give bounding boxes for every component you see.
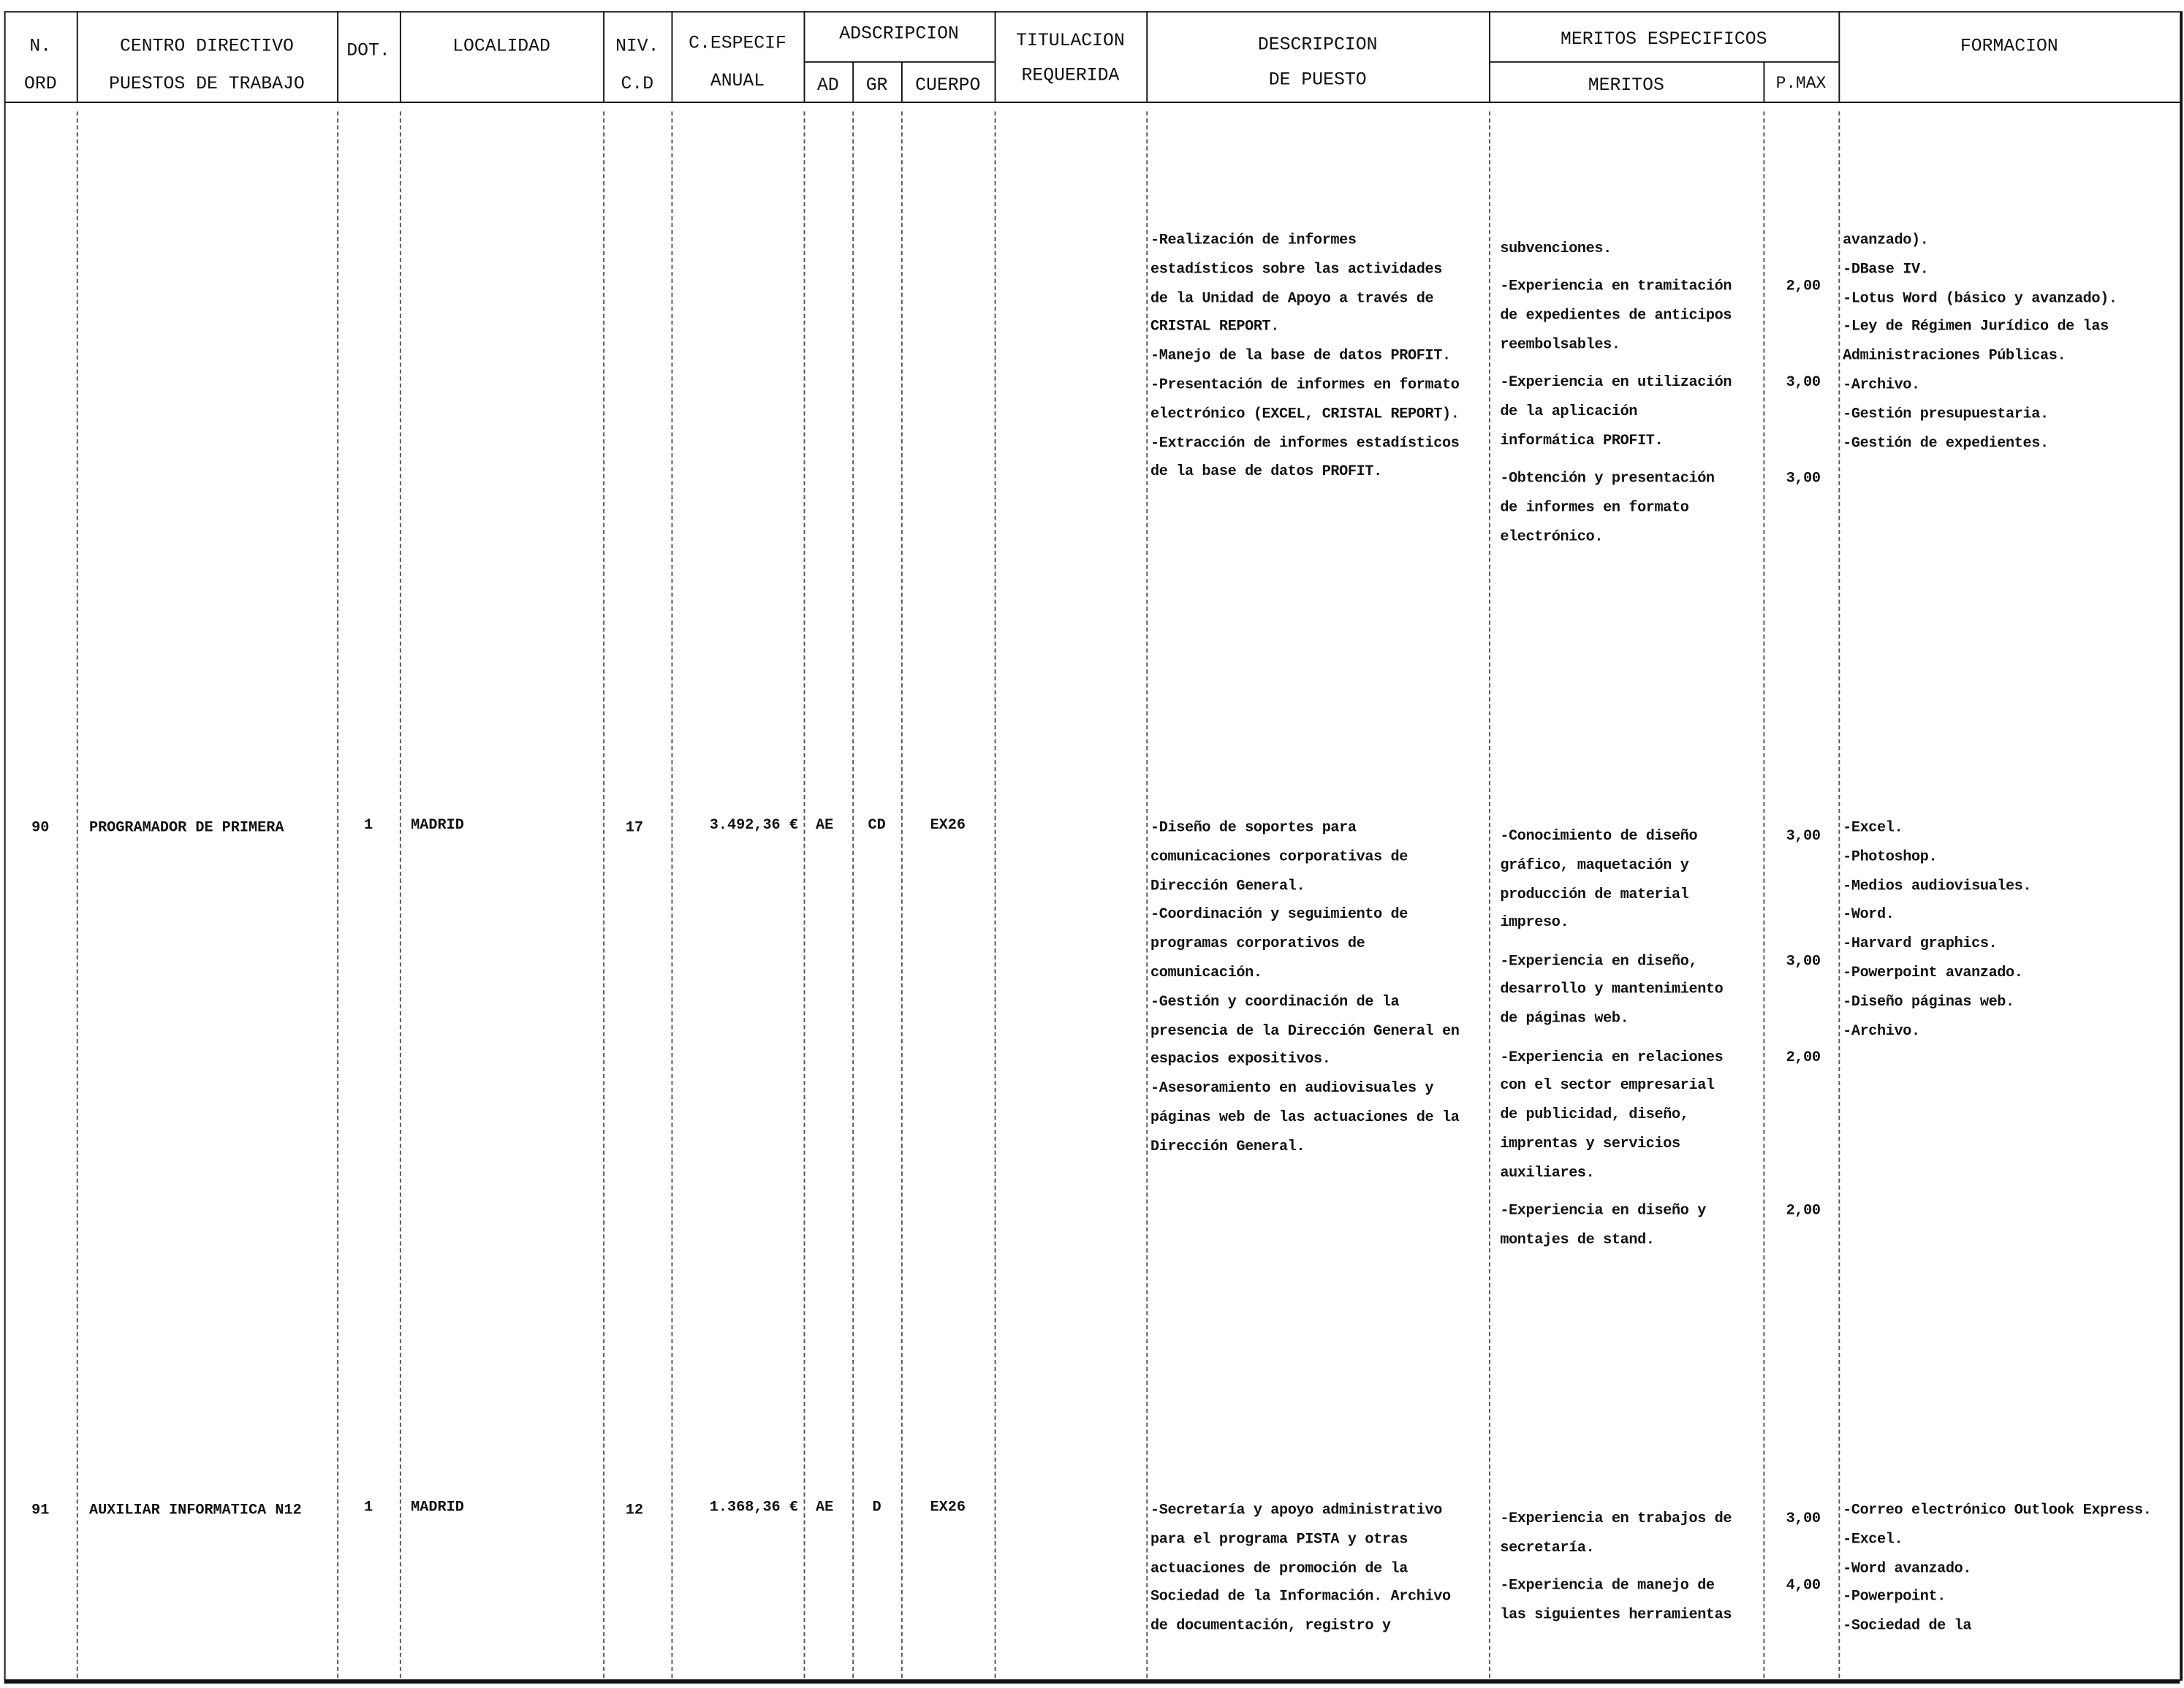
- merito-puntos: [1737, 235, 1820, 265]
- complemento-especifico: 1.368,36 €: [709, 1499, 798, 1517]
- column-border: [400, 111, 401, 1678]
- meritos-list: [1500, 1505, 1834, 1639]
- descripcion-item: -Realización de informes estadísticos sobre las actividades de la Unidad de Apoyo a través de CRISTAL REPORT.: [1150, 232, 1442, 336]
- merito-item: [1500, 948, 1834, 1035]
- header-meritos: MERITOS: [1588, 74, 1664, 96]
- n-ord: 90: [31, 820, 50, 837]
- formacion-list: [1843, 1497, 2177, 1642]
- merito-item: [1500, 1043, 1834, 1188]
- formacion-item: -Archivo.: [1843, 377, 1920, 395]
- merito-item: [1500, 273, 1834, 360]
- merito-item: [1500, 369, 1834, 456]
- formacion-item: avanzado).: [1843, 232, 1929, 250]
- column-border: [1489, 111, 1490, 1678]
- column-border: [4, 11, 6, 1681]
- descripcion-item: -Secretaría y apoyo administrativo para el programa PISTA y otras actuaciones de promoción de la Sociedad de la Información. Archivo de documentación, registro y: [1150, 1502, 1451, 1635]
- meritos-list: [1500, 235, 1834, 561]
- formacion-item: -Archivo.: [1843, 1022, 1920, 1040]
- descripcion-item: -Coordinación y seguimiento de programas corporativos de comunicación.: [1150, 907, 1408, 982]
- header-dot: DOT.: [346, 39, 390, 61]
- header-formacion: FORMACION: [1960, 35, 2058, 57]
- header-gr: GR: [865, 74, 888, 96]
- formacion-item: -Photoshop.: [1843, 849, 1938, 866]
- merito-text: -Experiencia en relaciones con el sector empresarial de publicidad, diseño, imprentas y servicios auxiliares.: [1500, 1049, 1724, 1182]
- merito-text: -Conocimiento de diseño gráfico, maquetación y producción de material impreso.: [1500, 828, 1698, 932]
- column-border: [1838, 111, 1840, 1678]
- formacion-item: -Word.: [1843, 907, 1895, 924]
- header-cd: C.D: [621, 73, 654, 94]
- header-requerida: REQUERIDA: [1021, 64, 1120, 86]
- merito-puntos: 2,00: [1786, 1049, 1821, 1066]
- adscripcion-cuerpo: EX26: [930, 817, 966, 835]
- header-bottom-border: [4, 102, 2180, 103]
- header-ad: AD: [816, 74, 839, 96]
- column-border: [995, 111, 996, 1678]
- descripcion-item: -Asesoramiento en audiovisuales y páginas web de las actuaciones de la Dirección General.: [1150, 1081, 1460, 1156]
- descripcion-item: -Extracción de informes estadísticos de la base de datos PROFIT.: [1150, 435, 1460, 482]
- adscripcion-ad: AE: [815, 817, 834, 835]
- descripcion-puesto: [1150, 815, 1466, 1163]
- localidad: MADRID: [411, 1499, 464, 1517]
- descripcion-item: -Diseño de soportes para comunicaciones corporativas de Dirección General.: [1150, 820, 1408, 895]
- header-meritos-especificos: MERITOS ESPECIFICOS: [1560, 28, 1767, 50]
- meritos-divider: [1489, 61, 1838, 63]
- header-anual: ANUAL: [710, 70, 765, 91]
- adscripcion-gr: D: [872, 1499, 881, 1517]
- formacion-list: [1843, 815, 2177, 1046]
- dotacion: 1: [363, 1499, 374, 1517]
- merito-item: [1500, 823, 1834, 939]
- column-border: [603, 111, 604, 1678]
- complemento-especifico: 3.492,36 €: [709, 817, 798, 835]
- table-bottom-border: [4, 1679, 2180, 1684]
- puesto: PROGRAMADOR DE PRIMERA: [88, 820, 284, 837]
- header-cespecif: C.ESPECIF: [689, 32, 786, 54]
- merito-text: -Experiencia en diseño, desarrollo y mantenimiento de páginas web.: [1500, 953, 1724, 1028]
- formacion-item: -Diseño páginas web.: [1843, 994, 2014, 1011]
- column-border: [77, 111, 78, 1678]
- merito-puntos: 3,00: [1786, 471, 1821, 488]
- adscripcion-ad: AE: [815, 1499, 834, 1517]
- puesto: AUXILIAR INFORMATICA N12: [88, 1502, 302, 1520]
- column-border: [852, 111, 854, 1678]
- header-centro: CENTRO DIRECTIVO: [120, 35, 294, 57]
- formacion-item: -Harvard graphics.: [1843, 935, 1998, 953]
- merito-puntos: 3,00: [1786, 374, 1821, 392]
- header-puestos: PUESTOS DE TRABAJO: [109, 73, 305, 94]
- merito-puntos: 3,00: [1786, 828, 1821, 845]
- formacion-item: -Excel.: [1843, 1531, 1903, 1548]
- merito-text: -Experiencia en tramitación de expedientes de anticipos reembolsables.: [1500, 278, 1732, 354]
- adscripcion-cuerpo: EX26: [930, 1499, 966, 1517]
- header-niv: NIV.: [615, 35, 659, 57]
- column-border: [337, 111, 338, 1678]
- formacion-item: -Powerpoint avanzado.: [1843, 965, 2023, 982]
- header-pmax: P.MAX: [1775, 73, 1827, 94]
- formacion-item: -Ley de Régimen Jurídico de las Administraciones Públicas.: [1843, 319, 2109, 365]
- header-localidad: LOCALIDAD: [452, 35, 550, 57]
- localidad: MADRID: [411, 817, 464, 835]
- merito-item: [1500, 1198, 1834, 1255]
- column-border: [1146, 111, 1148, 1678]
- merito-puntos: 3,00: [1786, 1510, 1821, 1528]
- formacion-list: [1843, 227, 2177, 459]
- descripcion-item: -Manejo de la base de datos PROFIT.: [1150, 348, 1451, 365]
- nivel-cd: 12: [625, 1502, 644, 1520]
- descripcion-item: -Gestión y coordinación de la presencia de la Dirección General en espacios expositivos.: [1150, 994, 1460, 1069]
- merito-puntos: 4,00: [1786, 1578, 1821, 1595]
- formacion-item: -Sociedad de la: [1843, 1618, 1972, 1635]
- table-top-border: [4, 11, 2180, 12]
- adscripcion-gr: CD: [868, 817, 886, 835]
- merito-item: [1500, 465, 1834, 552]
- column-border: [995, 11, 996, 102]
- merito-item: [1500, 235, 1834, 265]
- merito-item: [1500, 1505, 1834, 1563]
- n-ord: 91: [31, 1502, 50, 1520]
- header-titulacion: TITULACION: [1016, 29, 1125, 51]
- formacion-item: -Excel.: [1843, 820, 1903, 837]
- merito-text: -Experiencia en trabajos de secretaría.: [1500, 1510, 1732, 1557]
- meritos-list: [1500, 823, 1834, 1264]
- formacion-item: -Medios audiovisuales.: [1843, 878, 2032, 895]
- column-border: [2180, 11, 2183, 1681]
- formacion-item: -DBase IV.: [1843, 261, 1929, 278]
- formacion-item: -Powerpoint.: [1843, 1589, 1946, 1606]
- merito-puntos: 3,00: [1786, 953, 1821, 970]
- header-n: N.: [29, 35, 52, 57]
- header-cuerpo: CUERPO: [915, 74, 981, 96]
- header-adscripcion: ADSCRIPCION: [839, 23, 959, 45]
- column-border: [901, 111, 903, 1678]
- merito-text: subvenciones.: [1500, 240, 1612, 258]
- descripcion-puesto: [1150, 227, 1466, 488]
- column-border: [671, 111, 672, 1678]
- merito-text: -Obtención y presentación de informes en formato electrónico.: [1500, 471, 1715, 546]
- merito-text: -Experiencia en diseño y montajes de stand.: [1500, 1203, 1706, 1250]
- formacion-item: -Lotus Word (básico y avanzado).: [1843, 290, 2117, 308]
- descripcion-item: -Presentación de informes en formato electrónico (EXCEL, CRISTAL REPORT).: [1150, 377, 1460, 423]
- descripcion-puesto: [1150, 1497, 1466, 1642]
- merito-text: -Experiencia en utilización de la aplicación informática PROFIT.: [1500, 374, 1732, 450]
- column-border: [804, 111, 805, 1678]
- merito-item: [1500, 1573, 1834, 1630]
- merito-text: -Experiencia de manejo de las siguientes herramientas: [1500, 1578, 1732, 1624]
- adscripcion-divider: [804, 61, 995, 63]
- formacion-item: -Correo electrónico Outlook Express.: [1843, 1502, 2152, 1520]
- header-ord: ORD: [23, 73, 57, 94]
- nivel-cd: 17: [625, 820, 644, 837]
- merito-puntos: 2,00: [1786, 278, 1821, 296]
- merito-puntos: 2,00: [1786, 1203, 1821, 1220]
- header-de-puesto: DE PUESTO: [1268, 69, 1367, 90]
- dotacion: 1: [363, 817, 374, 835]
- formacion-item: -Word avanzado.: [1843, 1560, 1972, 1578]
- header-descripcion: DESCRIPCION: [1257, 34, 1378, 56]
- formacion-item: -Gestión de expedientes.: [1843, 435, 2049, 452]
- formacion-item: -Gestión presupuestaria.: [1843, 406, 2049, 423]
